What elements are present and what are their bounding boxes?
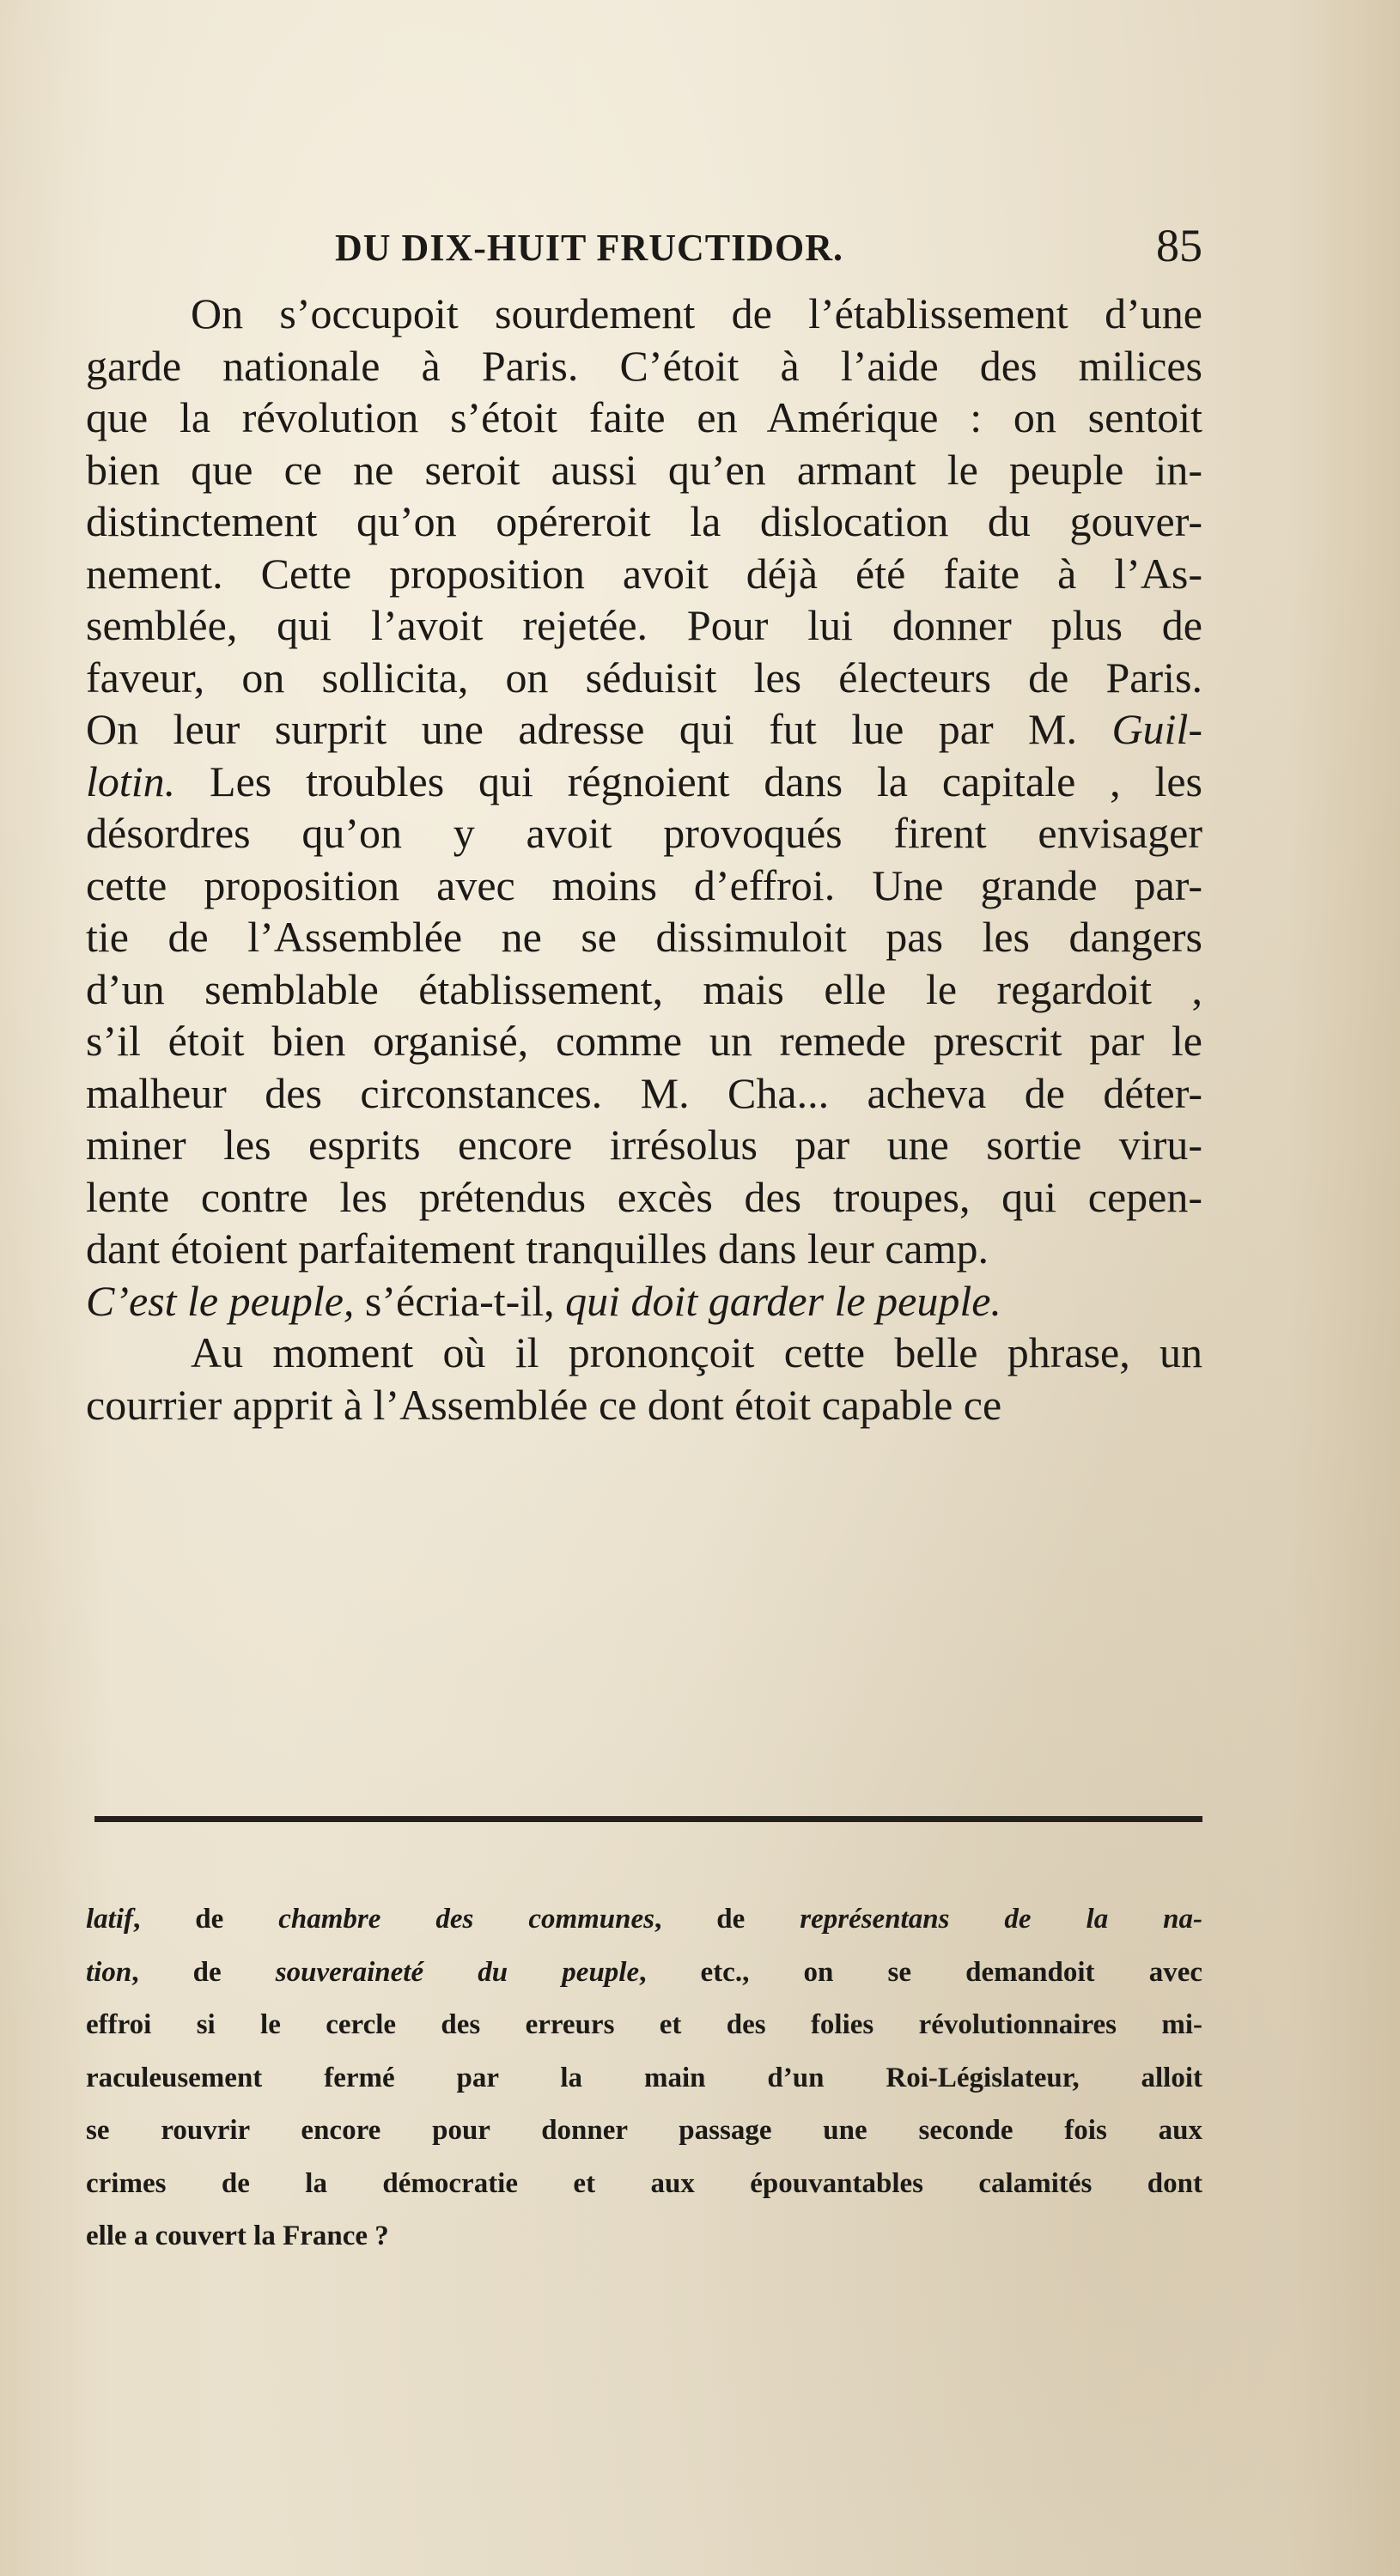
text-line: malheur des circonstances. M. Cha... acheva de déter-: [86, 1068, 1202, 1117]
footnote-divider: [94, 1816, 1202, 1822]
italic-name: lotin.: [86, 756, 176, 805]
text-segment: On leur surprit une adresse qui fut lue par M.: [86, 705, 1112, 753]
footnote: [86, 1893, 1202, 2263]
footnote-line: se rouvrir encore pour donner passage une seconde fois aux: [86, 2115, 1202, 2146]
page-header: [86, 219, 1202, 279]
text-segment: Les troubles qui régnoient dans la capitale , les: [175, 756, 1202, 805]
italic-quote: C’est le peuple,: [86, 1276, 355, 1325]
text-line: dant étoient parfaitement tranquilles dans leur camp.: [86, 1224, 989, 1273]
text-segment: , de: [654, 1904, 800, 1935]
text-line: courrier apprit à l’Assemblée ce dont étoit capable ce: [86, 1380, 1002, 1429]
footnote-line: [86, 1947, 1202, 2000]
text-segment: , etc., on se demandoit avec: [639, 1956, 1202, 1988]
text-line: bien que ce ne seroit aussi qu’en armant le peuple in-: [86, 445, 1202, 494]
italic-term: latif: [86, 1904, 133, 1935]
main-text: [86, 288, 1202, 1431]
text-line: On s’occupoit sourdement de l’établissement d’une: [191, 289, 1202, 337]
text-line: nement. Cette proposition avoit déjà été faite à l’As-: [86, 549, 1202, 598]
text-line: que la révolution s’étoit faite en Amérique : on sentoit: [86, 393, 1202, 441]
italic-term: représentans de la na-: [800, 1904, 1202, 1935]
text-line: s’il étoit bien organisé, comme un remede prescrit par le: [86, 1017, 1202, 1065]
footnote-line: raculeusement fermé par la main d’un Roi-Législateur, alloit: [86, 2062, 1202, 2093]
footnote-line: effroi si le cercle des erreurs et des folies révolutionnaires mi-: [86, 2009, 1202, 2040]
text-segment: s’écria-t-il,: [354, 1276, 566, 1325]
text-segment: , de: [131, 1956, 276, 1988]
text-line: cette proposition avec moins d’effroi. Une grande par-: [86, 860, 1202, 909]
text-line: [86, 756, 1202, 808]
text-line: garde nationale à Paris. C’étoit à l’aide des milices: [86, 341, 1202, 390]
text-line: distinctement qu’on opéreroit la dislocation du gouver-: [86, 497, 1202, 545]
italic-term: chambre des communes: [278, 1904, 655, 1935]
running-title: DU DIX-HUIT FRUCTIDOR.: [335, 227, 844, 269]
text-line: [86, 1275, 1202, 1327]
page-number: 85: [1156, 220, 1202, 271]
footnote-line: [86, 1893, 1202, 1947]
text-segment: , de: [133, 1904, 279, 1935]
footnote-line: elle a couvert la France ?: [86, 2221, 389, 2251]
text-line: semblée, qui l’avoit rejetée. Pour lui donner plus de: [86, 601, 1202, 649]
text-line: [86, 703, 1202, 756]
italic-name: Guil-: [1111, 705, 1202, 753]
text-line: d’un semblable établissement, mais elle le regardoit ,: [86, 964, 1202, 1013]
text-line: désordres qu’on y avoit provoqués firent envisager: [86, 809, 1202, 857]
text-line: Au moment où il prononçoit cette belle phrase, un: [191, 1328, 1202, 1376]
footnote-line: crimes de la démocratie et aux épouvantables calamités dont: [86, 2167, 1202, 2199]
text-line: faveur, on sollicita, on séduisit les électeurs de Paris.: [86, 653, 1202, 702]
italic-term: souveraineté du peuple: [275, 1956, 640, 1988]
text-line: lente contre les prétendus excès des troupes, qui cepen-: [86, 1172, 1202, 1221]
text-line: miner les esprits encore irrésolus par une sortie viru-: [86, 1121, 1202, 1169]
text-line: tie de l’Assemblée ne se dissimuloit pas les dangers: [86, 913, 1202, 961]
italic-term: tion: [86, 1956, 132, 1988]
italic-quote: qui doit garder le peuple.: [565, 1276, 1001, 1325]
